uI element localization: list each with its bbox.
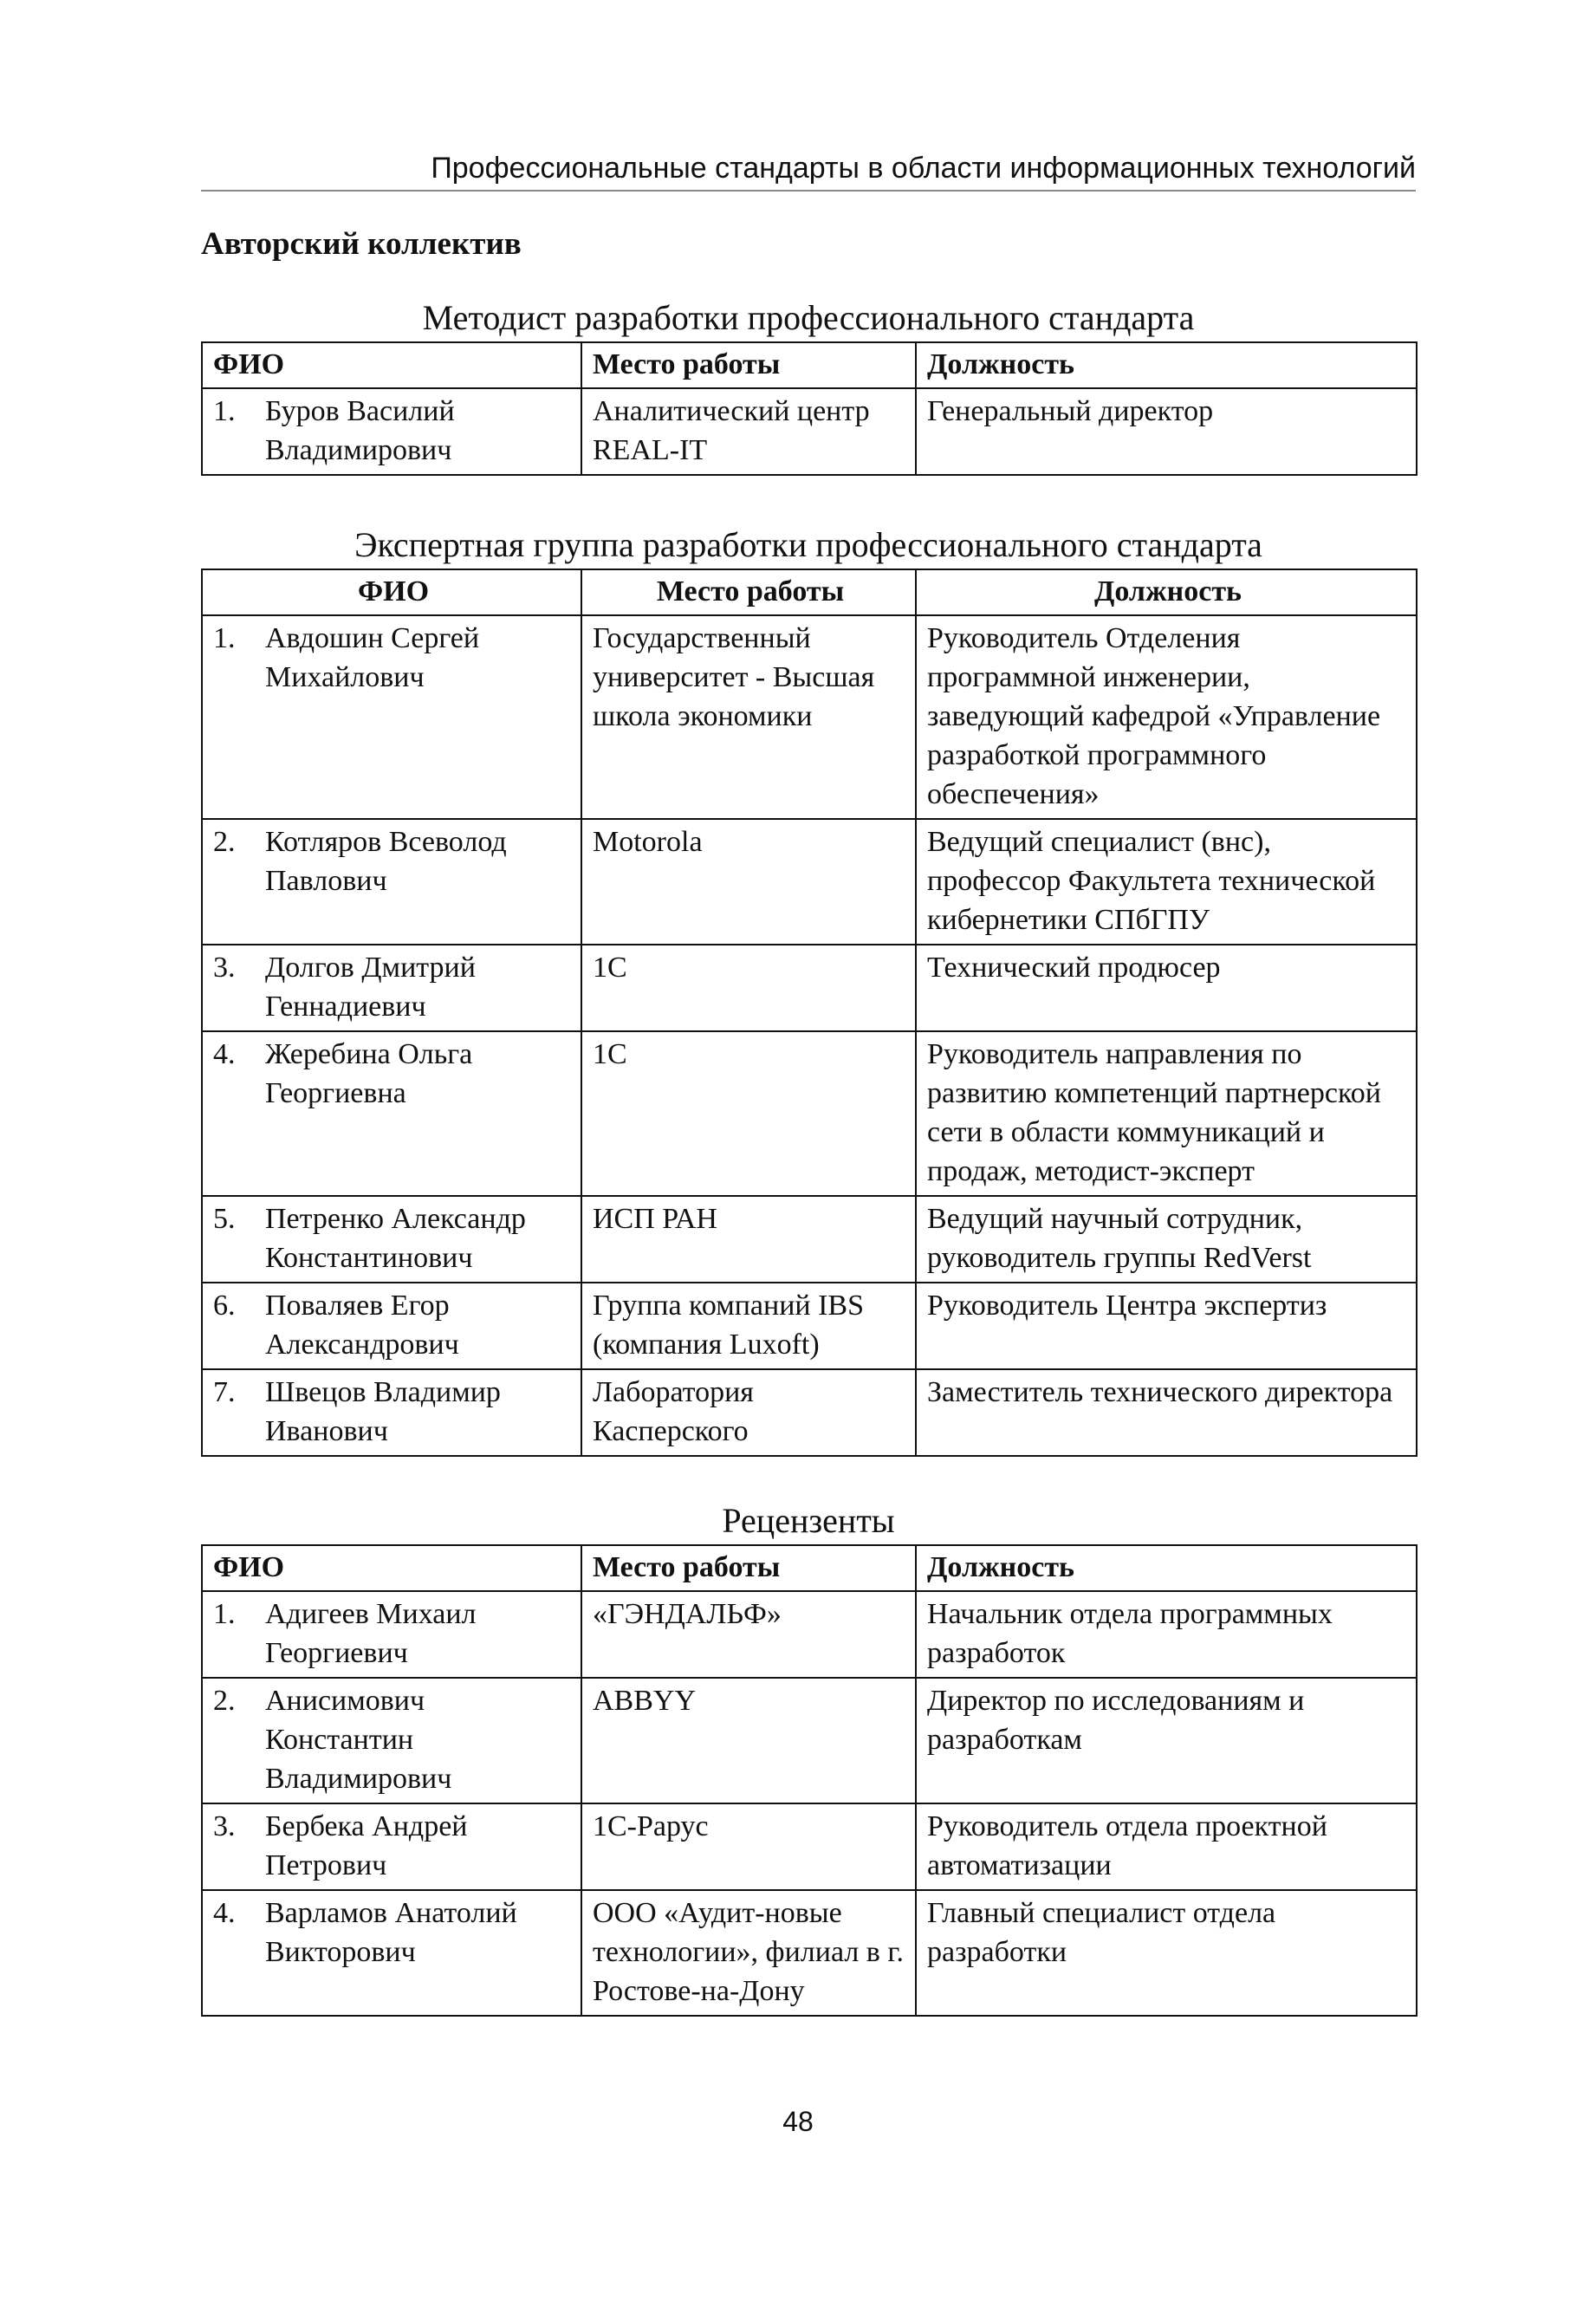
table-row <box>202 1196 1417 1283</box>
table-row <box>202 1890 1417 2016</box>
person-name: Петренко Александр Константинович <box>265 1203 526 1274</box>
col-header-position: Должность <box>916 569 1417 615</box>
position-cell: Технический продюсер <box>916 945 1417 1031</box>
col-header-place: Место работы <box>581 342 916 388</box>
fio-cell <box>202 615 581 819</box>
row-number: 1. <box>213 395 236 427</box>
person-name: Долгов Дмитрий Геннадиевич <box>265 952 476 1023</box>
table-header-row <box>202 569 1417 615</box>
position-cell: Заместитель технического директора <box>916 1369 1417 1456</box>
workplace-cell: «ГЭНДАЛЬФ» <box>581 1591 916 1678</box>
fio-cell <box>202 945 581 1031</box>
row-number: 3. <box>213 952 236 984</box>
header-rule <box>201 190 1416 192</box>
workplace-cell: Motorola <box>581 819 916 945</box>
row-number: 1. <box>213 1598 236 1630</box>
section-heading: Авторский коллектив <box>201 226 522 262</box>
person-name: Авдошин Сергей Михайлович <box>265 622 480 693</box>
position-cell: Начальник отдела программных разработок <box>916 1591 1417 1678</box>
position-cell: Директор по исследованиям и разработкам <box>916 1678 1417 1803</box>
methodist-section <box>201 296 1416 476</box>
table-row <box>202 388 1417 475</box>
fio-entry <box>213 1035 574 1113</box>
row-number: 4. <box>213 1038 236 1070</box>
fio-entry <box>213 1894 574 1972</box>
workplace-cell: Государственный университет - Высшая школа экономики <box>581 615 916 819</box>
person-name: Котляров Всеволод Павлович <box>265 826 507 897</box>
fio-cell <box>202 1890 581 2016</box>
person-name: Анисимович Константин Владимирович <box>265 1685 452 1795</box>
workplace-cell: Лаборатория Касперского <box>581 1369 916 1456</box>
workplace-cell: 1С <box>581 1031 916 1196</box>
col-header-position: Должность <box>916 1545 1417 1591</box>
row-number: 4. <box>213 1897 236 1929</box>
person-name: Жеребина Ольга Георгиевна <box>265 1038 473 1109</box>
fio-entry <box>213 1681 574 1798</box>
page-number: 48 <box>782 2106 814 2137</box>
experts-table <box>201 569 1418 1457</box>
fio-entry <box>213 1373 574 1451</box>
position-cell: Ведущий специалист (внс), профессор Факультета технической кибернетики СПбГПУ <box>916 819 1417 945</box>
fio-entry <box>213 1807 574 1885</box>
table-row <box>202 1591 1417 1678</box>
col-header-fio: ФИО <box>202 1545 581 1591</box>
person-name: Бербека Андрей Петрович <box>265 1810 468 1881</box>
workplace-cell: Группа компаний IBS (компания Luxoft) <box>581 1283 916 1369</box>
fio-cell <box>202 1196 581 1283</box>
workplace-cell: ABBYY <box>581 1678 916 1803</box>
fio-cell <box>202 1031 581 1196</box>
row-number: 3. <box>213 1810 236 1842</box>
fio-cell <box>202 1678 581 1803</box>
fio-cell <box>202 1283 581 1369</box>
table-row <box>202 945 1417 1031</box>
row-number: 1. <box>213 622 236 654</box>
person-name: Буров Василий Владимирович <box>265 395 455 466</box>
table-header-row <box>202 342 1417 388</box>
fio-cell <box>202 1369 581 1456</box>
reviewers-table <box>201 1544 1418 2017</box>
position-cell: Руководитель направления по развитию компетенций партнерской сети в области коммуникаций и продаж, методист-эксперт <box>916 1031 1417 1196</box>
fio-entry <box>213 1199 574 1277</box>
table-row <box>202 1283 1417 1369</box>
fio-cell <box>202 1591 581 1678</box>
fio-entry <box>213 1286 574 1364</box>
position-cell: Главный специалист отдела разработки <box>916 1890 1417 2016</box>
table-row <box>202 819 1417 945</box>
experts-caption: Экспертная группа разработки профессионального стандарта <box>354 525 1262 564</box>
table-row <box>202 1031 1417 1196</box>
running-header: Профессиональные стандарты в области информационных технологий <box>431 152 1416 185</box>
methodist-table <box>201 341 1418 476</box>
position-cell: Ведущий научный сотрудник, руководитель группы RedVerst <box>916 1196 1417 1283</box>
row-number: 7. <box>213 1376 236 1408</box>
fio-entry <box>213 619 574 697</box>
workplace-cell: 1С-Рарус <box>581 1803 916 1890</box>
table-row <box>202 1678 1417 1803</box>
table-row <box>202 1369 1417 1456</box>
position-cell: Руководитель отдела проектной автоматизации <box>916 1803 1417 1890</box>
workplace-cell: Аналитический центр REAL-IT <box>581 388 916 475</box>
col-header-position: Должность <box>916 342 1417 388</box>
workplace-cell: ИСП РАН <box>581 1196 916 1283</box>
row-number: 5. <box>213 1203 236 1235</box>
table-row <box>202 1803 1417 1890</box>
col-header-fio: ФИО <box>202 342 581 388</box>
col-header-fio: ФИО <box>202 569 581 615</box>
fio-entry <box>213 948 574 1026</box>
reviewers-caption: Рецензенты <box>722 1501 895 1540</box>
position-cell: Генеральный директор <box>916 388 1417 475</box>
fio-cell <box>202 1803 581 1890</box>
table-row <box>202 615 1417 819</box>
position-cell: Руководитель Отделения программной инженерии, заведующий кафедрой «Управление разработкой программного обеспечения» <box>916 615 1417 819</box>
fio-cell <box>202 819 581 945</box>
reviewers-section <box>201 1499 1416 2017</box>
col-header-place: Место работы <box>581 569 916 615</box>
row-number: 2. <box>213 1685 236 1717</box>
fio-entry <box>213 1595 574 1673</box>
fio-entry <box>213 822 574 900</box>
person-name: Адигеев Михаил Георгиевич <box>265 1598 477 1669</box>
workplace-cell: 1С <box>581 945 916 1031</box>
row-number: 2. <box>213 826 236 858</box>
methodist-caption: Методист разработки профессионального стандарта <box>422 298 1195 337</box>
table-header-row <box>202 1545 1417 1591</box>
row-number: 6. <box>213 1290 236 1322</box>
person-name: Варламов Анатолий Викторович <box>265 1897 517 1968</box>
experts-section <box>201 523 1416 1457</box>
col-header-place: Место работы <box>581 1545 916 1591</box>
fio-cell <box>202 388 581 475</box>
person-name: Поваляев Егор Александрович <box>265 1290 459 1361</box>
position-cell: Руководитель Центра экспертиз <box>916 1283 1417 1369</box>
fio-entry <box>213 392 574 470</box>
workplace-cell: ООО «Аудит-новые технологии», филиал в г. Ростове-на-Дону <box>581 1890 916 2016</box>
person-name: Швецов Владимир Иванович <box>265 1376 501 1447</box>
